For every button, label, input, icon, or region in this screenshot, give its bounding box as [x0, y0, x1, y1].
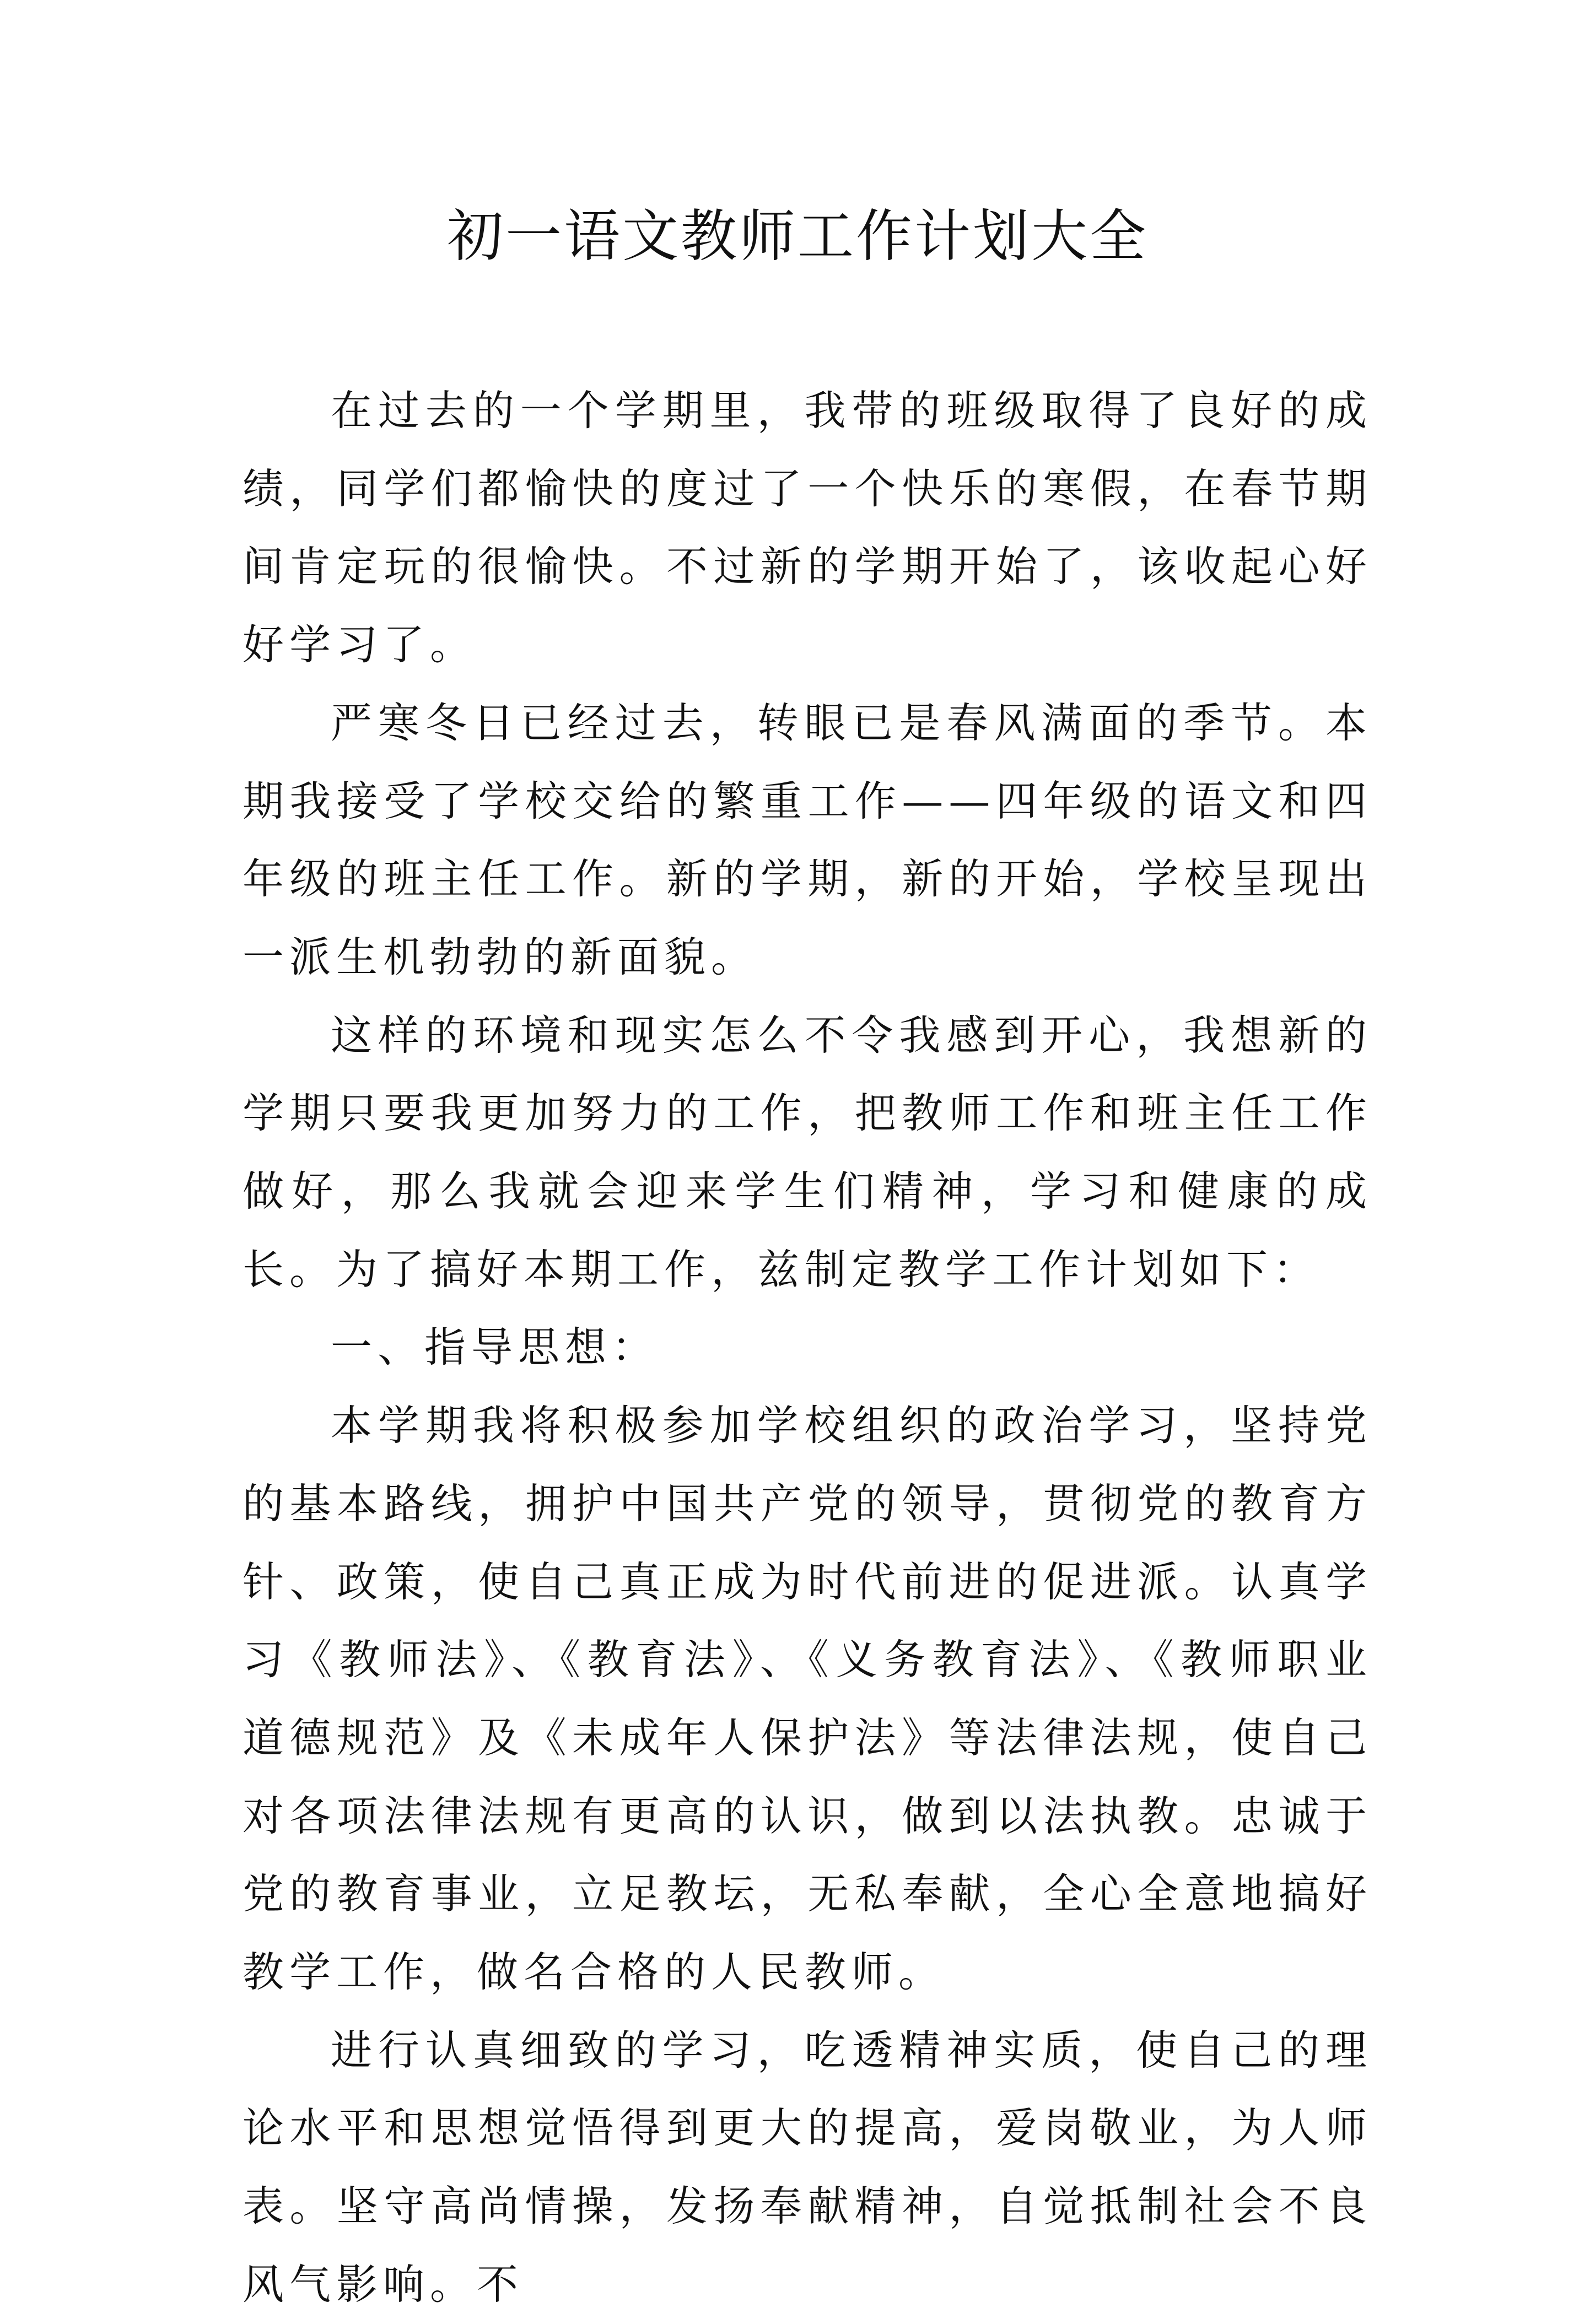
paragraph-careful-study: 进行认真细致的学习，吃透精神实质，使自己的理论水平和思想觉悟得到更大的提高，爱岗敬业，为人师表。坚守高尚情操，发扬奉献精神，自觉抵制社会不良风气影响。不 [243, 2025, 1372, 2309]
document-title: 初一语文教师工作计划大全 [447, 204, 1148, 269]
section-heading-guiding-thought: 一、指导思想： [331, 1323, 659, 1372]
paragraph-new-term: 严寒冬日已经过去，转眼已是春风满面的季节。本期我接受了学校交给的繁重工作——四年级的语文和四年级的班主任工作。新的学期，新的开始，学校呈现出一派生机勃勃的新面貌。 [243, 698, 1372, 981]
paragraph-intro: 在过去的一个学期里，我带的班级取得了良好的成绩，同学们都愉快的度过了一个快乐的寒假，在春节期间肯定玩的很愉快。不过新的学期开始了，该收起心好好学习了。 [243, 386, 1372, 669]
paragraph-plan-intro: 这样的环境和现实怎么不令我感到开心，我想新的学期只要我更加努力的工作，把教师工作和班主任工作做好，那么我就会迎来学生们精神，学习和健康的成长。为了搞好本期工作，兹制定教学工作计划如下： [243, 1010, 1372, 1294]
document-body [243, 372, 1372, 2324]
paragraph-political-study: 本学期我将积极参加学校组织的政治学习，坚持党的基本路线，拥护中国共产党的领导，贯彻党的教育方针、政策，使自己真正成为时代前进的促进派。认真学习《教师法》、《教育法》、《义务教育法》、《教师职业道德规范》及《未成年人保护法》等法律法规，使自己对各项法律法规有更高的认识，做到以法执教。忠诚于党的教育事业，立足教坛，无私奉献，全心全意地搞好教学工作，做名合格的人民教师。 [243, 1401, 1372, 1997]
